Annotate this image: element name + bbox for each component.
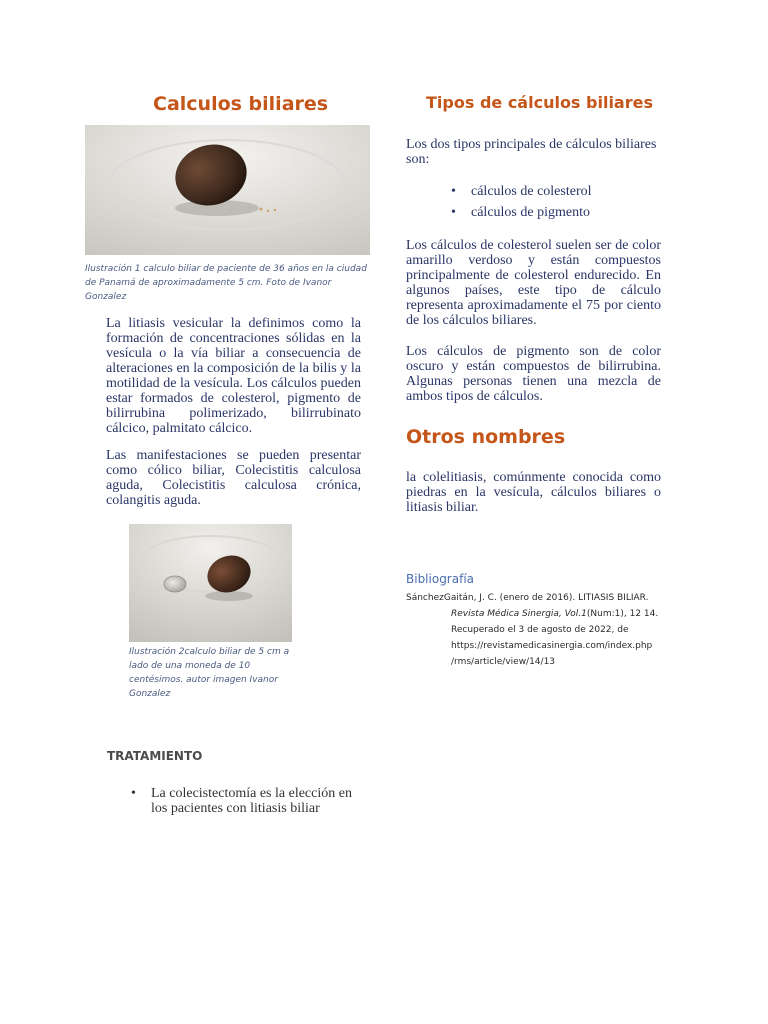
definition-paragraph: La litiasis vesicular la definimos como la formación de concentraciones sólidas en la vesícula o la vía biliar a consecuencia de alteraciones en la composición de la bilis y la motilidad de la vesícula. Los cálculos pueden estar formados de colesterol, pigmento de bilirrubina polimerizado, bilirrubinato cálcico, palmitato cálcico. — [106, 316, 361, 436]
manifestations-paragraph: Las manifestaciones se pueden presentar como cólico biliar, Colecistitis calculosa aguda, Colecistitis calculosa crónica, colangitis aguda. — [106, 448, 361, 508]
pigmento-paragraph: Los cálculos de pigmento son de color oscuro y están compuestos de bilirrubina. Algunas personas tienen una mezcla de ambos tipos de cálculos. — [406, 344, 661, 404]
gallstone-photo-2 — [129, 524, 292, 642]
bib-line-2 — [406, 606, 676, 622]
otros-nombres-title: Otros nombres — [406, 426, 566, 448]
gallstone-with-coin-image — [129, 524, 292, 642]
types-intro: Los dos tipos principales de cálculos biliares son: — [406, 137, 657, 167]
gallstone-image-1 — [85, 125, 370, 255]
types-list — [447, 184, 667, 220]
bib-url-line-2[interactable]: /rms/article/view/14/13 — [451, 657, 556, 667]
caption-1: Ilustración 1 calculo biliar de paciente de 36 años en la ciudad de Panamá de aproximadamente 5 cm. Foto de Ivanor Gonzalez — [85, 264, 367, 302]
bib-issue: (Num:1), 12 14. — [586, 609, 659, 619]
bib-url-line-1[interactable]: https://revistamedicasinergia.com/index.php — [451, 641, 653, 651]
left-title: Calculos biliares — [153, 93, 329, 115]
type-item-colesterol: • cálculos de colesterol — [447, 184, 667, 199]
treatment-list — [127, 786, 367, 816]
bibliography-heading: Bibliografía — [406, 572, 475, 586]
caption-2: Ilustración 2calculo biliar de 5 cm a lado de una moneda de 10 centésimos. autor imagen Ivanor Gonzalez — [129, 647, 290, 699]
bib-line-1: SánchezGaitán, J. C. (enero de 2016). LITIASIS BILIAR. — [406, 593, 649, 603]
treatment-heading: TRATAMIENTO — [107, 749, 203, 763]
bib-line-3: Recuperado el 3 de agosto de 2022, de — [451, 625, 629, 635]
right-title: Tipos de cálculos biliares — [426, 93, 653, 112]
gallstone-photo-1 — [85, 125, 370, 255]
bibliography-entry — [406, 590, 676, 670]
type-item-pigmento: • cálculos de pigmento — [447, 205, 667, 220]
bib-journal: Revista Médica Sinergia, Vol.1 — [451, 609, 587, 619]
treatment-item: • La colecistectomía es la elección en los pacientes con litiasis biliar — [127, 786, 367, 816]
colesterol-paragraph: Los cálculos de colesterol suelen ser de color amarillo verdoso y están compuestos principalmente de colesterol endurecido. En algunos países, este tipo de cálculo representa aproximadamente el 75 por ciento de los cálculos biliares. — [406, 238, 661, 328]
otros-nombres-text: la colelitiasis, comúnmente conocida como piedras en la vesícula, cálculos biliares o litiasis biliar. — [406, 470, 661, 515]
